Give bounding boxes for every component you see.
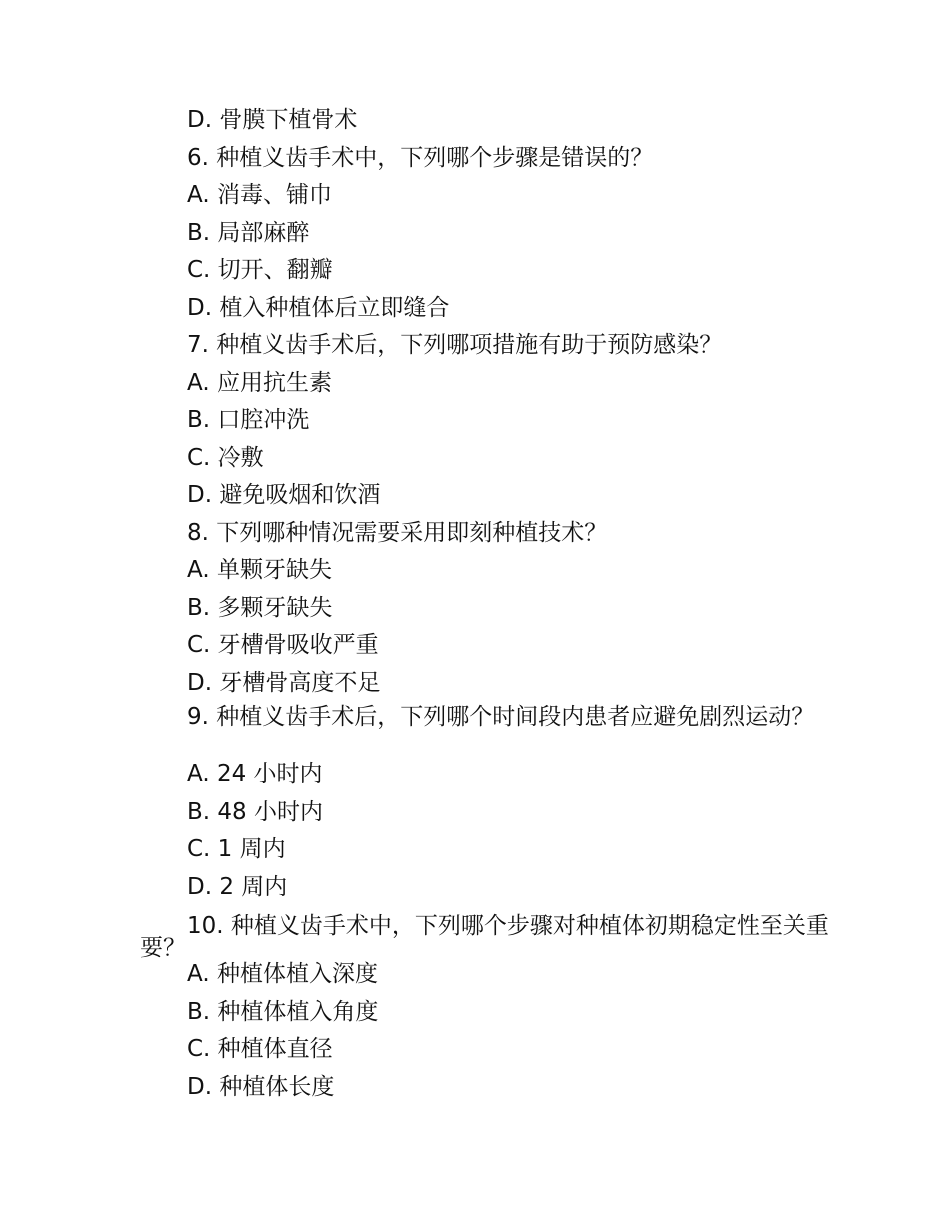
option-line: D. 骨膜下植骨术 [187, 107, 358, 133]
option-line: C. 切开、翻瓣 [187, 257, 333, 283]
option-line: B. 48 小时内 [187, 798, 323, 825]
option-line: D. 2 周内 [187, 873, 288, 900]
question-line: 8. 下列哪种情况需要采用即刻种植技术？ [187, 519, 608, 546]
option-line: A. 种植体植入深度 [187, 961, 378, 987]
question-line: 9. 种植义齿手术后，下列哪个时间段内患者应避免剧烈运动？ [187, 704, 815, 730]
question-list [140, 102, 830, 1106]
option-line: C. 冷敷 [187, 444, 264, 471]
option-line: B. 局部麻醉 [187, 219, 310, 246]
option-line: A. 24 小时内 [187, 761, 323, 787]
option-line: B. 多颗牙缺失 [187, 594, 333, 621]
option-line: D. 牙槽骨高度不足 [187, 669, 381, 696]
question-line: 7. 种植义齿手术后，下列哪项措施有助于预防感染？ [187, 332, 723, 358]
option-line: D. 植入种植体后立即缝合 [187, 294, 450, 321]
option-line: C. 种植体直径 [187, 1036, 333, 1062]
question-line: 10. 种植义齿手术中，下列哪个步骤对种植体初期稳定性至关重要？ [140, 913, 829, 961]
option-line: D. 种植体长度 [187, 1073, 335, 1100]
option-line: C. 牙槽骨吸收严重 [187, 632, 379, 658]
option-line: A. 单颗牙缺失 [187, 557, 332, 583]
option-line: B. 口腔冲洗 [187, 407, 310, 433]
question-line: 6. 种植义齿手术中，下列哪个步骤是错误的？ [187, 144, 654, 171]
option-line: A. 消毒、铺巾 [187, 182, 332, 208]
option-line: C. 1 周内 [187, 836, 286, 862]
option-line: A. 应用抗生素 [187, 369, 332, 396]
option-line: D. 避免吸烟和饮酒 [187, 482, 381, 508]
option-line: B. 种植体植入角度 [187, 998, 379, 1025]
